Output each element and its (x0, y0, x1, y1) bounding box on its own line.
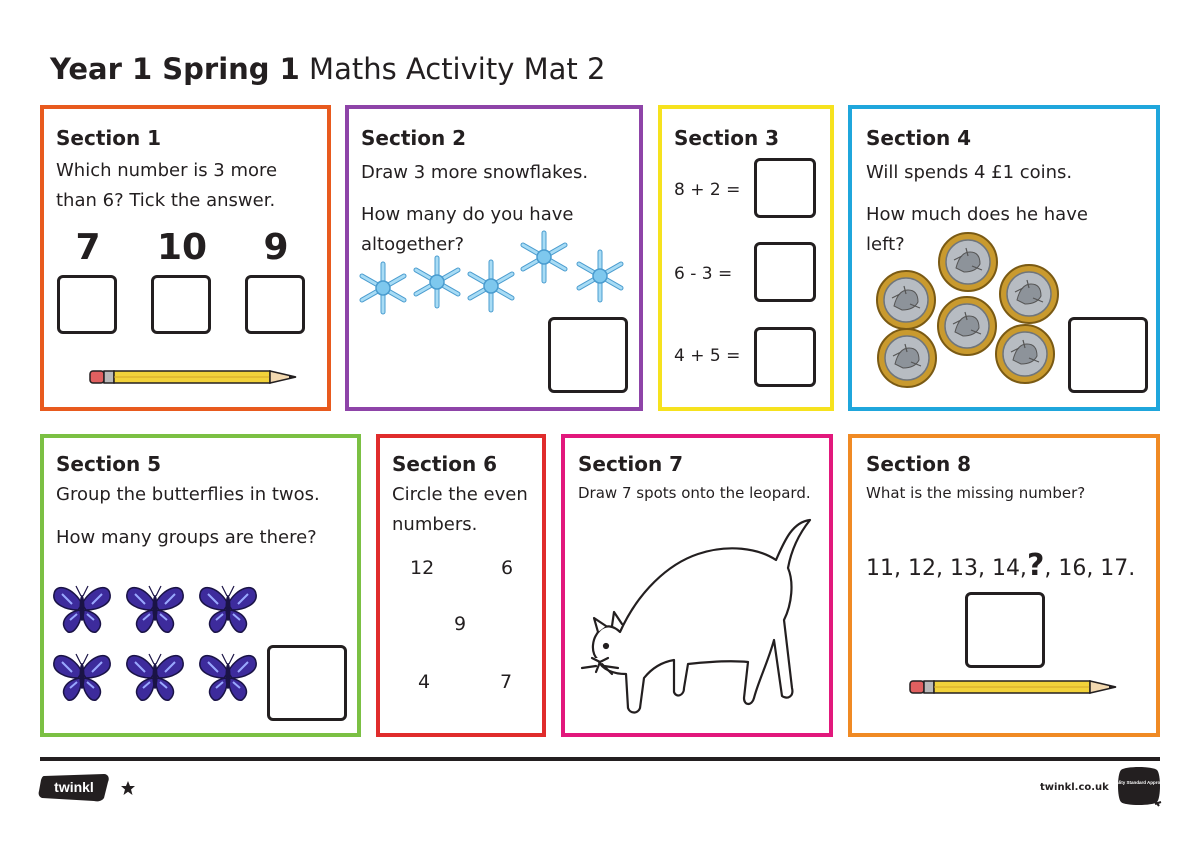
section-4-heading: Section 4 (866, 126, 972, 150)
section-5-answer-box[interactable] (267, 645, 347, 721)
section-1-question: Which number is 3 more than 6? Tick the answer. (56, 160, 278, 211)
pound-coin-icon (878, 329, 936, 387)
section-2-instruction: Draw 3 more snowflakes. (361, 162, 589, 183)
option-9-tick-box[interactable] (245, 275, 305, 334)
sum-1-label: 8 + 2 = (674, 180, 741, 200)
snowflake-icon (579, 252, 621, 300)
pound-coin-icon (1000, 265, 1058, 323)
section-4-instruction: Will spends 4 £1 coins. (866, 162, 1073, 183)
leopard-outline[interactable] (578, 512, 818, 722)
section-2-heading: Section 2 (361, 126, 467, 150)
section-6-instruction: Circle the even numbers. (392, 484, 528, 535)
snowflake-icon (523, 233, 565, 281)
number-9[interactable]: 9 (454, 613, 467, 635)
snowflake-icon (362, 264, 404, 312)
pencil-icon (910, 678, 1120, 696)
svg-text:twinkl: twinkl (54, 779, 94, 795)
number-7[interactable]: 7 (500, 671, 513, 693)
page-title: Year 1 Spring 1 Maths Activity Mat 2 (50, 52, 606, 86)
section-4-question: How much does he have left? (866, 204, 1088, 255)
sum-3-label: 4 + 5 = (674, 346, 741, 366)
section-1-heading: Section 1 (56, 126, 162, 150)
snowflake-icon (470, 262, 512, 310)
number-12[interactable]: 12 (410, 557, 435, 579)
number-sequence: 11, 12, 13, 14,?, 16, 17. (866, 548, 1136, 583)
snowflakes-group (355, 230, 635, 320)
twinkl-logo[interactable] (38, 772, 110, 802)
section-7-instruction: Draw 7 spots onto the leopard. (578, 484, 811, 502)
option-7-label: 7 (75, 227, 101, 268)
sum-2-answer-box[interactable] (754, 242, 816, 302)
section-8-heading: Section 8 (866, 452, 972, 476)
butterflies-group (52, 578, 262, 708)
pound-coin-icon (996, 325, 1054, 383)
sum-1-answer-box[interactable] (754, 158, 816, 218)
pencil-icon (90, 368, 300, 386)
section-8-answer-box[interactable] (965, 592, 1045, 668)
pound-coin-icon (877, 271, 935, 329)
snowflake-icon (416, 258, 458, 306)
butterfly-icon (200, 586, 256, 632)
section-7-heading: Section 7 (578, 452, 684, 476)
svg-text:Quality Standard Approved: Quality Standard Approved (1109, 780, 1169, 785)
section-4-answer-box[interactable] (1068, 317, 1148, 393)
section-3-heading: Section 3 (674, 126, 780, 150)
section-6-heading: Section 6 (392, 452, 498, 476)
website-url[interactable]: twinkl.co.uk (1040, 782, 1109, 793)
section-2-question: How many do you have altogether? (361, 204, 574, 255)
number-4[interactable]: 4 (418, 671, 431, 693)
coins-group (870, 232, 1060, 402)
pound-coin-icon (939, 233, 997, 291)
footer-divider (40, 757, 1160, 761)
option-10-tick-box[interactable] (151, 275, 211, 334)
section-5-instruction: Group the butterflies in twos. (56, 484, 320, 505)
star-icon (120, 780, 136, 796)
butterfly-icon (200, 654, 256, 700)
pound-coin-icon (938, 297, 996, 355)
option-9-label: 9 (263, 227, 289, 268)
number-6[interactable]: 6 (501, 557, 514, 579)
butterfly-icon (54, 586, 110, 632)
section-8-question: What is the missing number? (866, 484, 1086, 502)
section-2-answer-box[interactable] (548, 317, 628, 393)
missing-number-mark: ? (1026, 548, 1045, 583)
sum-2-label: 6 - 3 = (674, 264, 733, 284)
option-10-label: 10 (156, 227, 208, 268)
section-5-question: How many groups are there? (56, 527, 317, 548)
butterfly-icon (127, 586, 183, 632)
quality-badge-icon (1109, 764, 1169, 810)
option-7-tick-box[interactable] (57, 275, 117, 334)
butterfly-icon (127, 654, 183, 700)
sum-3-answer-box[interactable] (754, 327, 816, 387)
butterfly-icon (54, 654, 110, 700)
section-5-heading: Section 5 (56, 452, 162, 476)
